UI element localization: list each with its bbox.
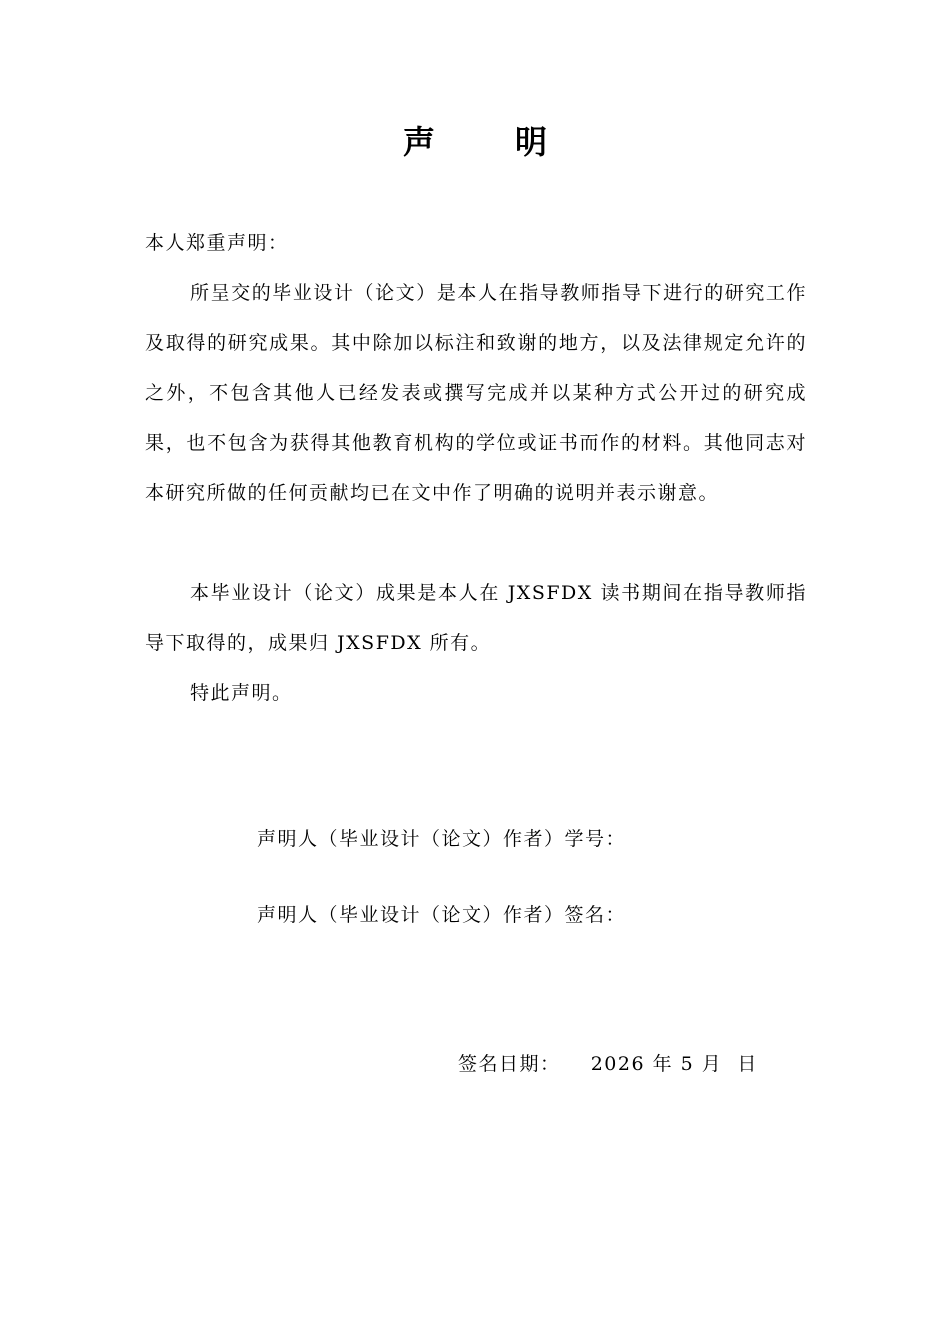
date-label: 签名日期： <box>458 1053 561 1075</box>
page-title: 声明 <box>402 123 627 161</box>
opening-line: 本人郑重声明： <box>145 232 289 254</box>
student-id-label: 声明人（毕业设计（论文）作者）学号： <box>257 828 627 850</box>
declaration-paragraph-2: 本毕业设计（论文）成果是本人在 JXSFDX 读书期间在指导教师指导下取得的，成果归 JXSFDX 所有。 <box>145 582 807 654</box>
declaration-paragraph-1: 所呈交的毕业设计（论文）是本人在指导教师指导下进行的研究工作及取得的研究成果。其中除加以标注和致谢的地方，以及法律规定允许的之外，不包含其他人已经发表或撰写完成并以某种方式公开过的研究成果，也不包含为获得其他教育机构的学位或证书而作的材料。其他同志对本研究所做的任何贡献均已在文中作了明确的说明并表示谢意。 <box>145 282 807 504</box>
signature-label: 声明人（毕业设计（论文）作者）签名： <box>257 904 627 926</box>
date-value: 2026 年 5 月 日 <box>590 1053 758 1075</box>
closing-line: 特此声明。 <box>190 682 293 704</box>
signing-date <box>458 1049 758 1079</box>
